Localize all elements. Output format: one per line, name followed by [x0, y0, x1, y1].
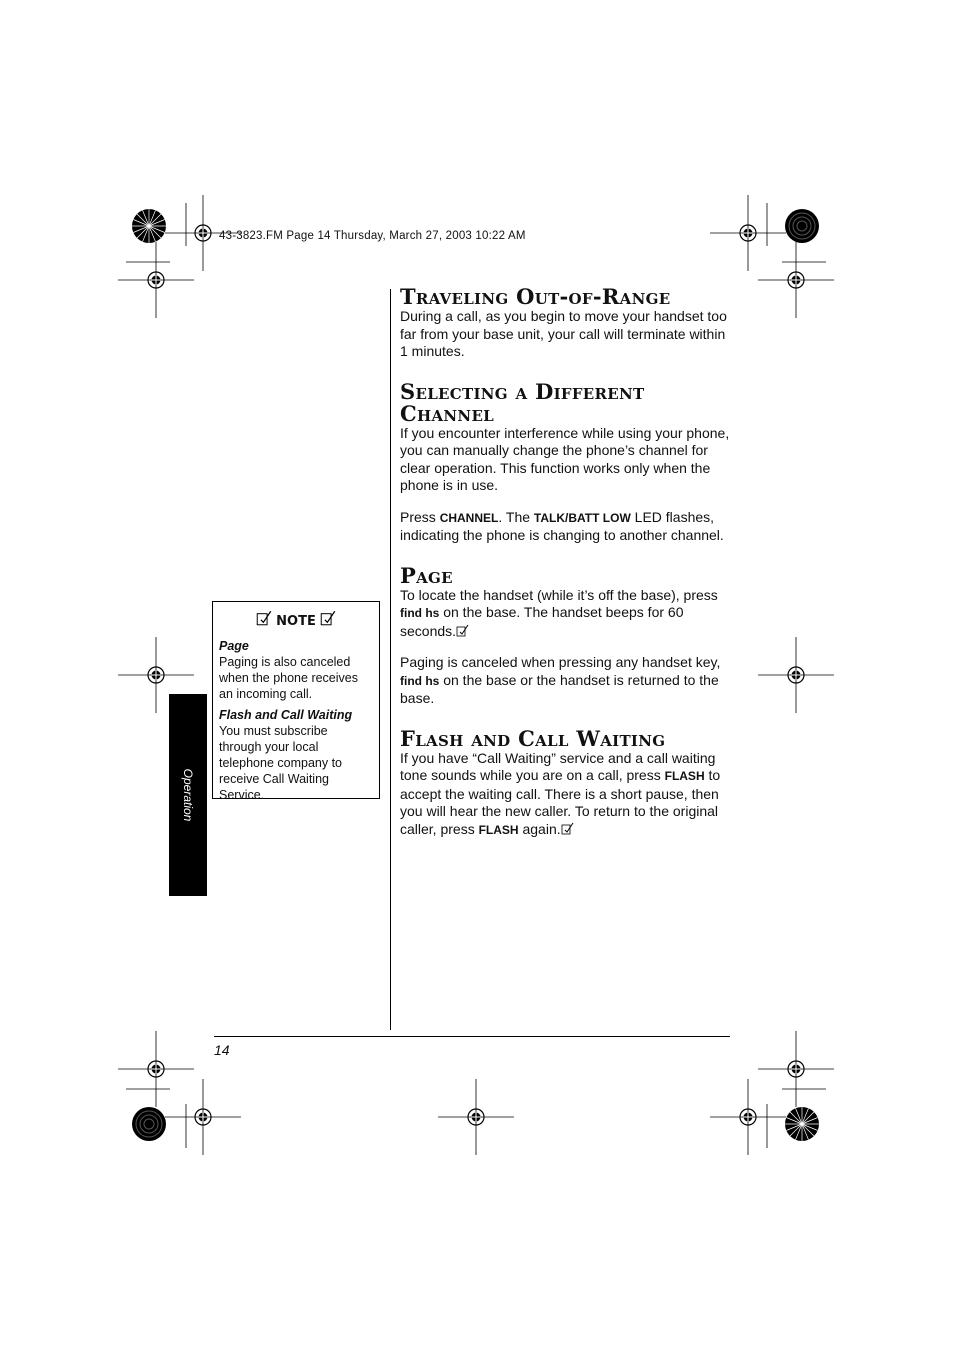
- traveling-paragraph: During a call, as you begin to move your handset too far from your base unit, your call will terminate within 1 minutes.: [400, 308, 727, 359]
- main-column: [400, 286, 730, 839]
- note-text-flash: You must subscribe through your local telephone company to receive Call Waiting Service.: [219, 724, 343, 802]
- note-box: [212, 601, 380, 802]
- channel-paragraph-1: If you encounter interference while using your phone, you can manually change the phone’s channel for clear operation. This function works only when the phone is in use.: [400, 424, 730, 493]
- end-mark-icon: [561, 822, 574, 835]
- flash-paragraph: If you have “Call Waiting” service and a call waiting tone sounds while you are on a call, press FLASH to accept the waiting call. There is a short pause, then you will hear the new caller. To return to the original caller, press FLASH again.: [400, 749, 721, 837]
- find-hs-key: find hs: [400, 606, 440, 620]
- note-heading: NOTE: [219, 610, 373, 629]
- channel-key: CHANNEL: [439, 510, 499, 525]
- section-title-page: Page: [400, 562, 453, 588]
- section-title-traveling: Traveling Out-of-Range: [400, 284, 671, 309]
- page-paragraph-2: Paging is canceled when pressing any handset key, find hs on the base or the handset is returned to the base.: [400, 654, 721, 706]
- note-subtitle-flash: Flash and Call Waiting: [219, 708, 353, 722]
- side-tab: Operation: [169, 694, 207, 896]
- flash-key: FLASH: [664, 769, 705, 783]
- note-subtitle-page: Page: [219, 639, 249, 653]
- column-divider: [390, 289, 391, 1030]
- flash-key-2: FLASH: [478, 822, 519, 837]
- talk-batt-low-key: TALK/BATT LOW: [533, 510, 631, 525]
- end-mark-icon: [456, 624, 469, 637]
- note-icon: [320, 610, 336, 626]
- find-hs-key-2: find hs: [400, 673, 440, 688]
- note-text-page: Paging is also canceled when the phone receives an incoming call.: [219, 655, 358, 701]
- page-paragraph-1: To locate the handset (while it’s off the base), press find hs on the base. The handset beeps for 60 seconds.: [400, 586, 718, 639]
- section-title-flash: Flash and Call Waiting: [400, 725, 666, 751]
- page-number: 14: [214, 1042, 230, 1058]
- section-title-channel: Selecting a Different Channel: [400, 378, 645, 426]
- note-icon: [256, 610, 272, 626]
- footer-rule: [214, 1036, 730, 1037]
- channel-paragraph-2: Press CHANNEL. The TALK/BATT LOW LED flashes, indicating the phone is changing to another channel.: [400, 508, 724, 543]
- print-header: 43-3823.FM Page 14 Thursday, March 27, 2003 10:22 AM: [219, 230, 526, 242]
